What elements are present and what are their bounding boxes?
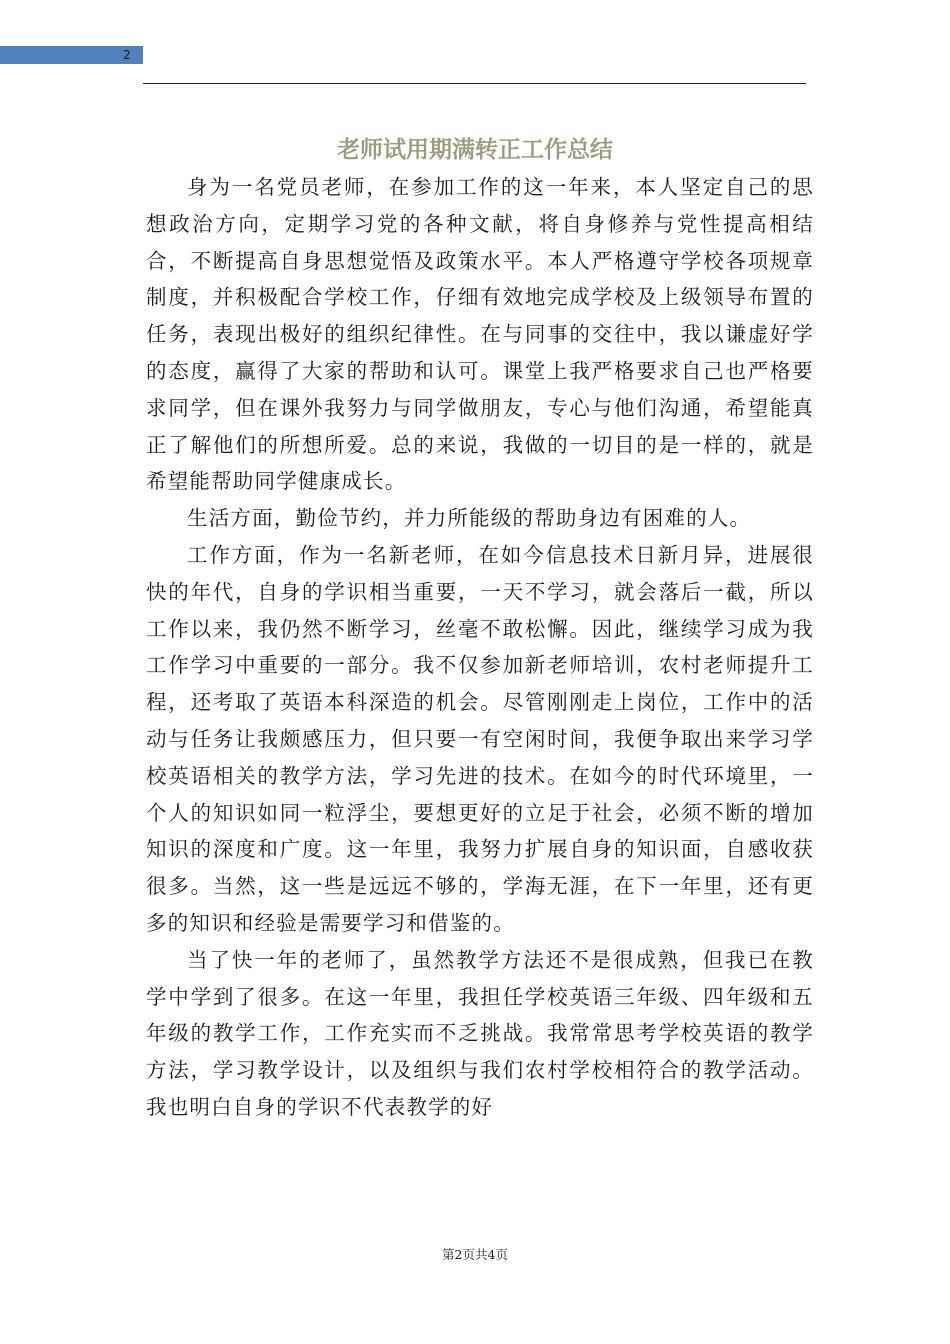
- paragraph-teaching: 当了快一年的老师了，虽然教学方法还不是很成熟，但我已在教学中学到了很多。在这一年里，我担任学校英语三年级、四年级和五年级的教学工作，工作充实而不乏挑战。我常常思考学校英语的教学方法，学习教学设计，以及组织与我们农村学校相符合的教学活动。我也明白自身的学识不代表教学的好: [146, 947, 814, 1119]
- page-number-tab: [0, 46, 143, 64]
- paragraph-work: 工作方面，作为一名新老师，在如今信息技术日新月异，进展很快的年代，自身的学识相当重要，一天不学习，就会落后一截，所以工作以来，我仍然不断学习，丝毫不敢松懈。因此，继续学习成为我工作学习中重要的一部分。我不仅参加新老师培训，农村老师提升工程，还考取了英语本科深造的机会。尽管刚刚走上岗位，工作中的活动与任务让我颇感压力，但只要一有空闲时间，我便争取出来学习学校英语相关的教学方法，学习先进的技术。在如今的时代环境里，一个人的知识如同一粒浮尘，要想更好的立足于社会，必须不断的增加知识的深度和广度。这一年里，我努力扩展自身的知识面，自感收获很多。当然，这一些是远远不够的，学海无涯，在下一年里，还有更多的知识和经验是需要学习和借鉴的。: [146, 542, 814, 935]
- paragraph-life: 生活方面，勤俭节约，并力所能级的帮助身边有困难的人。: [187, 506, 752, 531]
- paragraph-party-member: 身为一名党员老师，在参加工作的这一年来，本人坚定自己的思想政治方向，定期学习党的各种文献，将自身修养与党性提高相结合，不断提高自身思想觉悟及政策水平。本人严格遵守学校各项规章制度，并积极配合学校工作，仔细有效地完成学校及上级领导布置的任务，表现出极好的组织纪律性。在与同事的交往中，我以谦虚好学的态度，赢得了大家的帮助和认可。课堂上我严格要求自己也严格要求同学，但在课外我努力与同学做朋友，专心与他们沟通，希望能真正了解他们的所想所爱。总的来说，我做的一切目的是一样的，就是希望能帮助同学健康成长。: [146, 175, 814, 494]
- page-footer: 第2页共4页: [442, 1247, 508, 1262]
- document-body: [146, 169, 814, 1126]
- document-title: 老师试用期满转正工作总结: [337, 137, 613, 163]
- header-page-number: 2: [123, 48, 131, 62]
- header-divider: [143, 83, 806, 84]
